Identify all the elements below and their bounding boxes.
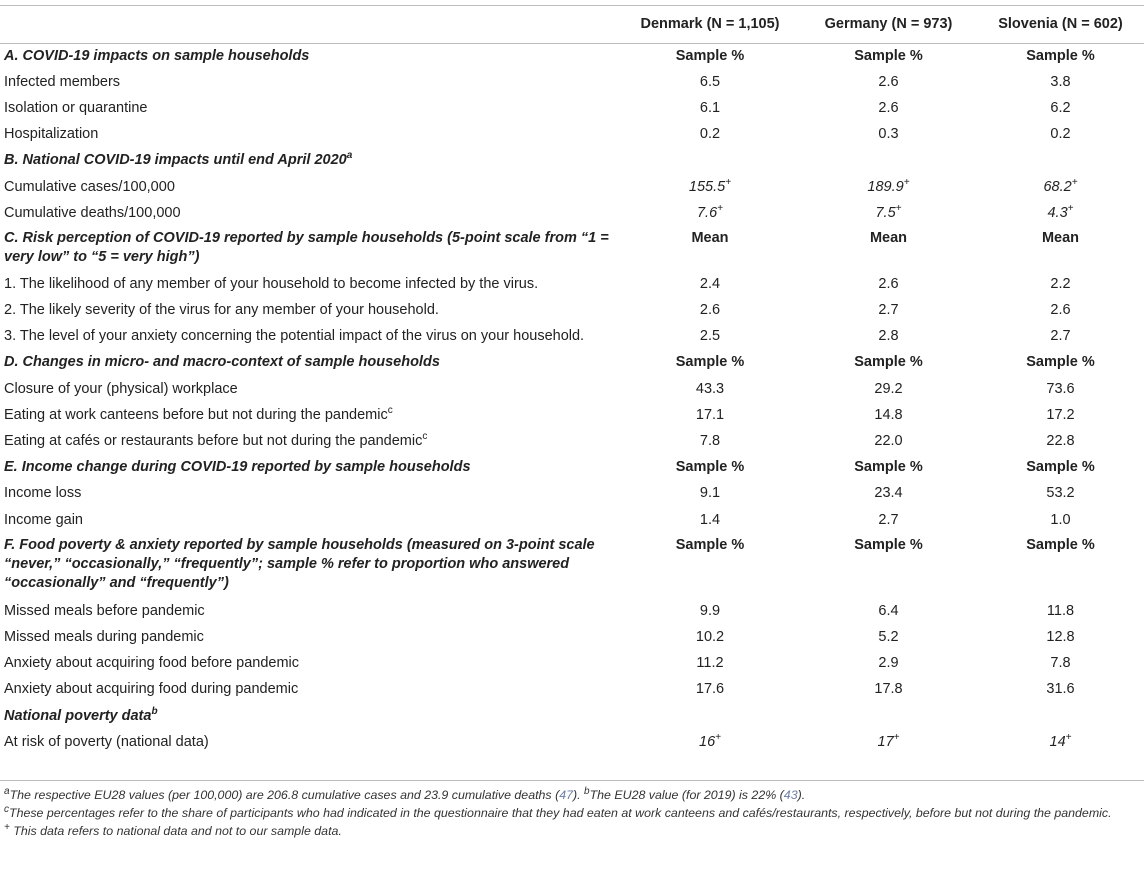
denmark-cell: 2.6 [699, 302, 721, 319]
slovenia-cell: 17.2 [1046, 406, 1075, 423]
slovenia-cell: 12.8 [1046, 628, 1075, 645]
section-title: B. National COVID-19 impacts until end April 2020 [4, 152, 347, 169]
footnote-text: The respective EU28 values (per 100,000) are 206.8 cumulative cases and 23.9 cumulative deaths ( [9, 788, 560, 802]
germany-cell: 29.2 [874, 380, 903, 397]
national-data-mark: + [1065, 731, 1072, 743]
value: 7.6 [696, 204, 718, 221]
germany-cell: 22.0 [874, 433, 903, 450]
slovenia-cell: Sample % [1026, 47, 1095, 64]
germany-cell: Sample % [854, 537, 923, 554]
footnote-c [4, 804, 1140, 822]
section-title: E. Income change during COVID-19 reported by sample households [4, 459, 471, 476]
denmark-cell: Sample % [675, 537, 745, 554]
value: 155.5 [688, 178, 726, 195]
table-row [0, 376, 1144, 402]
row-label: 3. The level of your anxiety concerning the potential impact of the virus on your household. [4, 328, 585, 345]
footnote-mark: a [4, 785, 10, 797]
table-row [0, 598, 1144, 624]
row-label-cell [0, 428, 620, 454]
germany-cell: Sample % [854, 459, 923, 476]
row-label: Missed meals before pandemic [4, 602, 205, 619]
header-denmark: Denmark (N = 1,105) [640, 16, 780, 32]
denmark-cell: 2.5 [699, 328, 721, 345]
national-data-mark: + [893, 731, 900, 743]
germany-cell [800, 200, 977, 226]
slovenia-cell: 2.2 [1050, 275, 1071, 292]
slovenia-cell: 1.0 [1050, 511, 1071, 528]
table-row [0, 677, 1144, 703]
slovenia-cell: 31.6 [1046, 681, 1075, 698]
table-footnotes [4, 786, 1140, 840]
national-data-mark: + [903, 176, 910, 188]
slovenia-cell [977, 729, 1144, 755]
footnote-text: ). [573, 788, 585, 802]
denmark-cell: 43.3 [695, 380, 725, 397]
denmark-cell: 7.8 [699, 433, 721, 450]
table-row [0, 324, 1144, 350]
denmark-cell: 17.6 [695, 681, 725, 698]
row-label: Income loss [4, 485, 82, 502]
germany-cell: 23.4 [874, 485, 903, 502]
germany-cell: Mean [869, 230, 908, 247]
denmark-cell: 0.2 [699, 126, 721, 143]
row-label: Closure of your (physical) workplace [4, 380, 238, 397]
slovenia-cell: 22.8 [1046, 433, 1075, 450]
denmark-cell [620, 200, 800, 226]
table-row [0, 298, 1144, 324]
section-title: F. Food poverty & anxiety reported by sample households (measured on 3-point scale “never,” “occasionally,” “frequently”; sample % refer to proportion who answered “occasionally” and “frequently”) [4, 537, 595, 592]
table-header-row [0, 6, 1144, 43]
denmark-cell: 11.2 [696, 655, 724, 672]
section-title-cell [0, 148, 620, 174]
row-label: Infected members [4, 73, 121, 90]
slovenia-cell: 11.8 [1046, 602, 1075, 619]
footnote-mark: a [346, 150, 353, 162]
table-row [0, 69, 1144, 95]
row-label: Income gain [4, 511, 83, 528]
row-label: Isolation or quarantine [4, 99, 148, 116]
table-row [0, 507, 1144, 533]
row-label: 1. The likelihood of any member of your household to become infected by the virus. [4, 275, 539, 292]
footnote-mark: b [151, 705, 158, 717]
row-label: Cumulative cases/100,000 [4, 178, 175, 195]
national-data-mark: + [895, 202, 902, 214]
header-germany: Germany (N = 973) [824, 16, 953, 32]
germany-cell: 2.7 [878, 302, 899, 319]
footnote-mark: c [4, 803, 9, 815]
table-row [0, 651, 1144, 677]
table-row [0, 271, 1144, 297]
row-label-cell [0, 402, 620, 428]
germany-cell: 17.8 [874, 681, 903, 698]
data-table [0, 6, 1144, 755]
footnote-text: These percentages refer to the share of participants who had indicated in the questionnaire that they had eaten at work canteens and cafés/restaurants, respectively, before but not during the pandemic. [9, 806, 1112, 820]
value: 7.5 [875, 204, 896, 221]
slovenia-cell: 73.6 [1046, 380, 1075, 397]
denmark-cell: 9.9 [699, 602, 721, 619]
table-row [0, 481, 1144, 507]
denmark-cell: 1.4 [699, 511, 721, 528]
row-label: Anxiety about acquiring food during pandemic [4, 681, 299, 698]
value: 189.9 [867, 178, 904, 195]
reference-link[interactable]: 47 [559, 788, 573, 802]
slovenia-cell [977, 174, 1144, 200]
footnote-plus [4, 822, 1140, 840]
section-row-poverty [0, 703, 1144, 729]
footnote-mark: b [584, 785, 590, 797]
germany-cell: 6.4 [878, 602, 899, 619]
slovenia-cell: 0.2 [1050, 126, 1071, 143]
germany-cell: Sample % [854, 47, 923, 64]
denmark-cell: 17.1 [695, 406, 725, 423]
section-row-d [0, 350, 1144, 376]
value: 4.3 [1047, 204, 1068, 221]
row-label: At risk of poverty (national data) [4, 733, 209, 750]
section-row-c [0, 226, 1144, 271]
footnote-text: ). [797, 788, 806, 802]
denmark-cell: 2.4 [699, 275, 721, 292]
row-label: Missed meals during pandemic [4, 628, 204, 645]
germany-cell: Sample % [854, 354, 923, 371]
bottom-rule [0, 780, 1144, 781]
slovenia-cell: 2.7 [1050, 328, 1071, 345]
value: 14 [1049, 733, 1066, 750]
row-label: Cumulative deaths/100,000 [4, 204, 181, 221]
slovenia-cell [977, 200, 1144, 226]
national-data-mark: + [717, 202, 723, 214]
germany-cell: 2.7 [878, 511, 899, 528]
denmark-cell: Mean [691, 230, 729, 247]
germany-cell: 0.3 [878, 126, 899, 143]
header-slovenia: Slovenia (N = 602) [998, 16, 1123, 32]
denmark-cell: 6.5 [699, 73, 721, 90]
table-row [0, 624, 1144, 650]
germany-cell [800, 729, 977, 755]
denmark-cell: 10.2 [695, 628, 725, 645]
national-data-mark: + [725, 176, 732, 188]
germany-cell: 2.8 [878, 328, 899, 345]
germany-cell: 2.9 [878, 655, 899, 672]
row-label: Eating at work canteens before but not during the pandemic [4, 406, 388, 423]
footnote-mark: c [387, 405, 393, 417]
germany-cell: 2.6 [878, 73, 899, 90]
national-data-mark: + [1067, 202, 1074, 214]
denmark-cell: Sample % [675, 354, 745, 371]
denmark-cell: Sample % [675, 459, 745, 476]
value: 68.2 [1043, 178, 1072, 195]
slovenia-cell: 3.8 [1050, 73, 1071, 90]
section-title: D. Changes in micro- and macro-context of sample households [4, 354, 440, 371]
slovenia-cell: 53.2 [1046, 485, 1075, 502]
section-row-b [0, 148, 1144, 174]
slovenia-cell: Mean [1041, 230, 1080, 247]
table-row [0, 174, 1144, 200]
denmark-cell [620, 729, 800, 755]
section-row-f [0, 533, 1144, 598]
slovenia-cell: 6.2 [1050, 99, 1071, 116]
value: 16 [699, 733, 716, 750]
denmark-cell: 6.1 [699, 99, 721, 116]
slovenia-cell: Sample % [1026, 459, 1095, 476]
table-row [0, 95, 1144, 121]
slovenia-cell: 2.6 [1050, 302, 1071, 319]
section-row-e [0, 455, 1144, 481]
header-blank [0, 6, 620, 43]
denmark-cell: 9.1 [699, 485, 721, 502]
germany-cell: 2.6 [878, 99, 899, 116]
value: 17 [877, 733, 894, 750]
national-data-mark: + [715, 731, 721, 743]
table-row [0, 729, 1144, 755]
table-row [0, 428, 1144, 454]
section-title: National poverty data [4, 707, 152, 724]
footnote-text: The EU28 value (for 2019) is 22% ( [589, 788, 784, 802]
footnote-mark: + [4, 821, 10, 833]
slovenia-cell: Sample % [1026, 537, 1095, 554]
row-label: Hospitalization [4, 126, 99, 143]
section-row-a [0, 43, 1144, 69]
slovenia-cell: 7.8 [1050, 655, 1071, 672]
row-label: 2. The likely severity of the virus for any member of your household. [4, 302, 439, 319]
section-title: A. COVID-19 impacts on sample households [4, 47, 310, 64]
table-row [0, 122, 1144, 148]
row-label: Eating at cafés or restaurants before but not during the pandemic [4, 433, 423, 450]
table-row [0, 402, 1144, 428]
footnote-mark: c [422, 431, 428, 443]
germany-cell: 14.8 [874, 406, 903, 423]
denmark-cell [620, 174, 800, 200]
germany-cell: 2.6 [878, 275, 899, 292]
denmark-cell: Sample % [675, 47, 745, 64]
footnote-text: This data refers to national data and not to our sample data. [9, 824, 342, 838]
germany-cell: 5.2 [878, 628, 899, 645]
reference-link[interactable]: 43 [783, 788, 798, 802]
national-data-mark: + [1071, 176, 1078, 188]
germany-cell [800, 174, 977, 200]
row-label: Anxiety about acquiring food before pandemic [4, 655, 300, 672]
section-title-cell [0, 703, 620, 729]
section-title: C. Risk perception of COVID-19 reported by sample households (5-point scale from “1 = very low” to “5 = very high”) [4, 230, 609, 266]
footnote-ab [4, 786, 1140, 804]
table-row [0, 200, 1144, 226]
slovenia-cell: Sample % [1026, 354, 1095, 371]
